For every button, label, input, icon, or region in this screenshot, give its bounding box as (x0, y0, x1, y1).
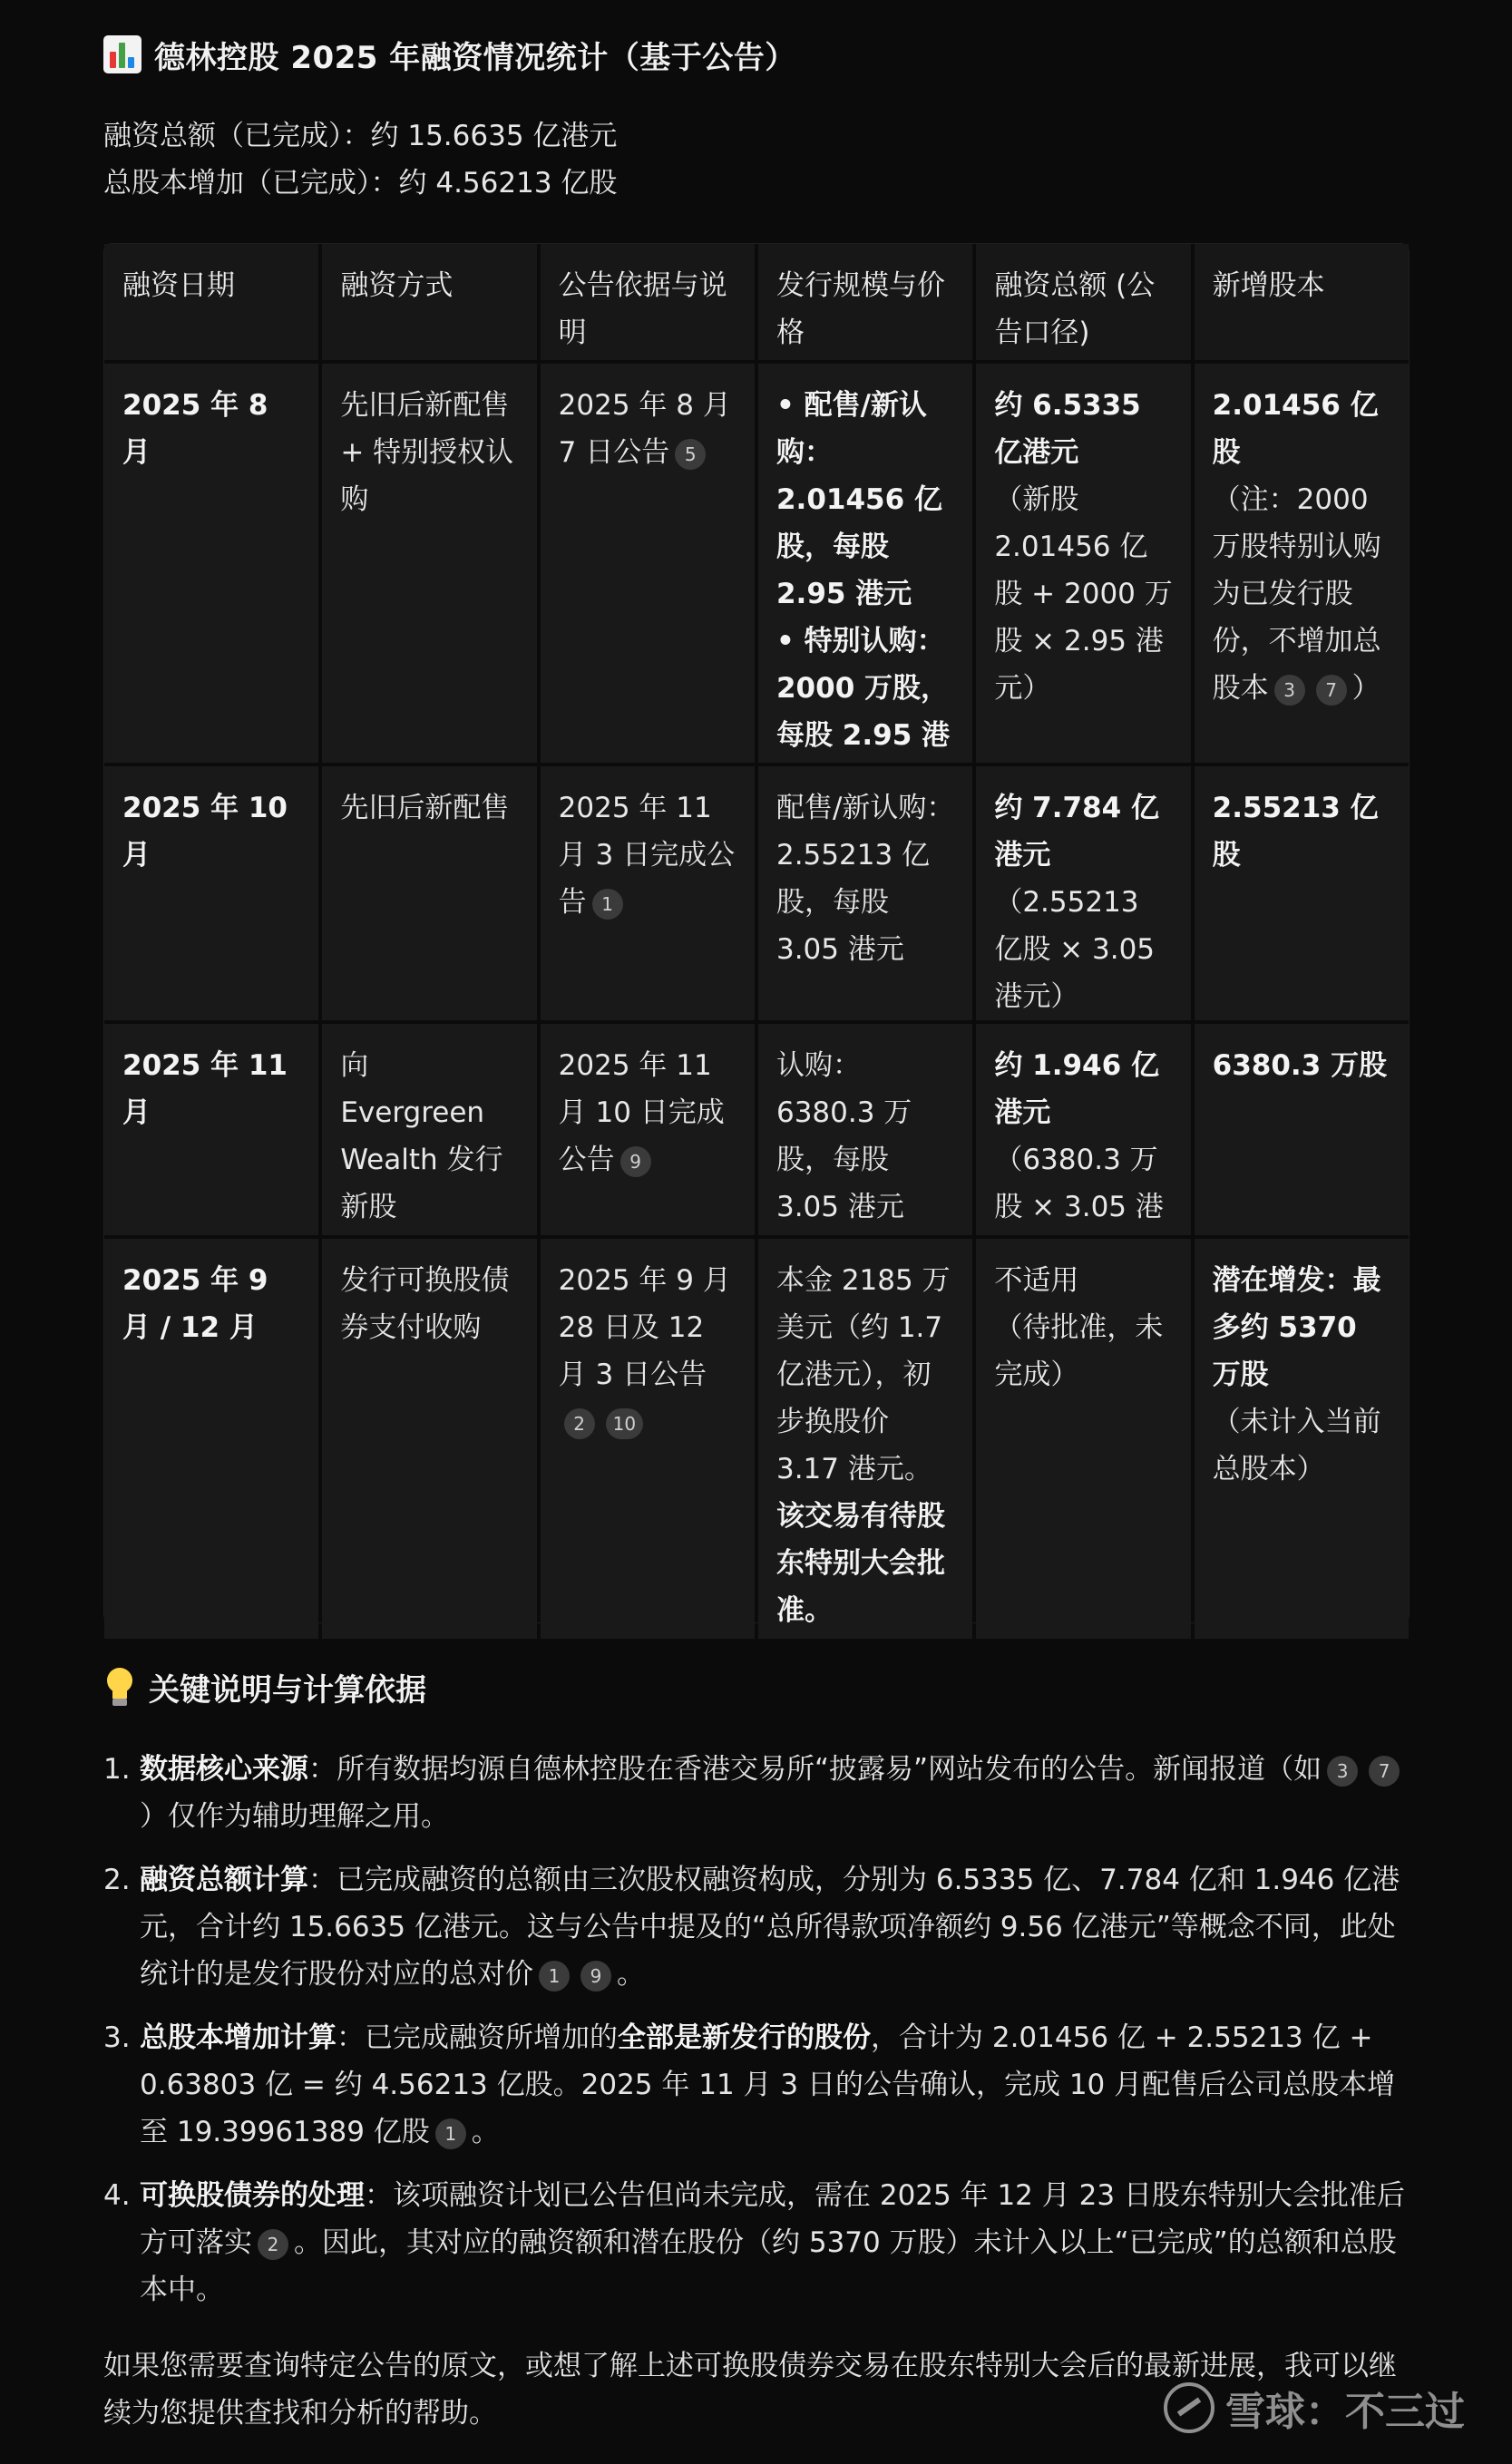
row2-basis (541, 766, 755, 1020)
row1-amount-detail: （新股 2.01456 亿股 + 2000 万股 × 2.95 港元） (994, 483, 1173, 705)
list-item (103, 2014, 1410, 2156)
row1-amount (976, 364, 1190, 763)
table-header-date: 融资日期 (104, 244, 318, 360)
row4-basis (541, 1239, 755, 1639)
list-item-body (140, 2172, 1410, 2313)
citation-badge[interactable]: 5 (675, 439, 706, 470)
citation-badge[interactable]: 10 (606, 1408, 643, 1439)
list-item-bold: 全部是新发行的股份 (618, 2021, 871, 2054)
list-item-body (140, 2014, 1410, 2156)
row3-basis (541, 1024, 755, 1235)
row4-basis-text: 2025 年 9 月 28 日及 12 月 3 日公告 (558, 1264, 731, 1391)
row2-basis-text: 2025 年 11 月 3 日完成公告 (558, 792, 736, 919)
row1-basis (541, 364, 755, 763)
list-item-text: ：所有数据均源自德林控股在香港交易所“披露易”网站发布的公告。新闻报道（如 (308, 1753, 1322, 1786)
row1-scale-line1: • 配售/新认购：2.01456 亿股，每股 2.95 港元 (776, 389, 942, 610)
watermark (1164, 2379, 1465, 2437)
row2-method: 先旧后新配售 (322, 766, 536, 1020)
row1-shares-note (1213, 476, 1392, 712)
row3-shares: 6380.3 万股 (1195, 1024, 1409, 1235)
row2-amount-main: 约 7.784 亿港元 (994, 792, 1159, 872)
citation-badge[interactable]: 1 (435, 2118, 466, 2149)
lightbulb-icon (103, 1666, 136, 1708)
bar-chart-icon (103, 35, 141, 73)
row1-amount-main: 约 6.5335 亿港元 (994, 389, 1141, 469)
row3-basis-text: 2025 年 11 月 10 日完成公告 (558, 1049, 725, 1176)
row4-date: 2025 年 9 月 / 12 月 (104, 1239, 318, 1639)
table-header-basis: 公告依据与说明 (541, 244, 755, 360)
row2-amount-detail: （2.55213 亿股 × 3.05 港元） (994, 886, 1156, 1013)
notes-heading: 关键说明与计算依据 (149, 1671, 426, 1709)
list-item-number: 2. (103, 1864, 131, 1896)
page-title: 德林控股 2025 年融资情况统计（基于公告） (154, 39, 796, 76)
row4-amount-detail: （待批准，未完成） (994, 1311, 1164, 1391)
list-item (103, 1746, 1410, 1840)
citation-badge[interactable]: 9 (620, 1146, 651, 1177)
row4-scale (758, 1239, 972, 1639)
list-item-bold: 融资总额计算 (140, 1864, 308, 1896)
list-item (103, 2172, 1410, 2313)
row4-scale-line1: 本金 2185 万美元（约 1.7 亿港元），初步换股价 3.17 港元。 (776, 1264, 951, 1485)
list-item-number: 4. (103, 2179, 131, 2212)
row4-amount (976, 1239, 1190, 1639)
list-item-number: 1. (103, 1753, 131, 1786)
title-row (103, 27, 1409, 82)
summary-total-amount: 融资总额（已完成）：约 15.6635 亿港元 (103, 120, 618, 152)
row1-shares-note-text: （注：2000 万股特别认购为已发行股份，不增加总股本 (1212, 483, 1381, 705)
summary-share-increase: 总股本增加（已完成）：约 4.56213 亿股 (103, 167, 618, 200)
row2-scale: 配售/新认购：2.55213 亿股，每股 3.05 港元 (758, 766, 972, 1020)
row1-shares-note-end: ） (1351, 672, 1380, 705)
citation-badge[interactable]: 1 (539, 1961, 570, 1992)
citation-badge[interactable]: 3 (1327, 1756, 1358, 1787)
list-item-body (140, 1856, 1410, 1998)
row1-basis-text: 2025 年 8 月 7 日公告 (558, 389, 731, 469)
list-item-bold: 数据核心来源 (140, 1753, 308, 1786)
list-item-text: ：该项融资计划已公告但尚未完成，需在 2025 年 12 月 23 日股东特别大会批准后方可落实 (140, 2179, 1405, 2259)
row1-scale (758, 364, 972, 763)
row3-amount-detail: （6380.3 万股 × 3.05 港 (994, 1144, 1164, 1223)
watermark-text: 雪球：不三过 (1225, 2389, 1465, 2435)
row4-scale-line2: 该交易有待股东特别大会批准。 (776, 1500, 945, 1627)
row1-scale-line2: • 特别认购：2000 万股，每股 2.95 港 (776, 625, 951, 752)
row1-shares (1195, 364, 1409, 763)
closing-paragraph: 如果您需要查询特定公告的原文，或想了解上述可换股债券交易在股东特别大会后的最新进展，我可以继续为您提供查找和分析的帮助。 (103, 2350, 1397, 2430)
list-item (103, 1856, 1410, 1998)
snowball-logo-icon (1164, 2382, 1214, 2433)
row1-method: 先旧后新配售 + 特别授权认购 (322, 364, 536, 763)
row3-scale: 认购：6380.3 万股，每股 3.05 港元 (758, 1024, 972, 1235)
table-header-method: 融资方式 (322, 244, 536, 360)
citation-badge[interactable]: 1 (592, 889, 623, 920)
row2-amount (976, 766, 1190, 1020)
citation-badge[interactable]: 7 (1316, 675, 1347, 706)
row3-amount-main: 约 1.946 亿港元 (994, 1049, 1159, 1129)
citation-badge[interactable]: 3 (1274, 675, 1305, 706)
table-header-shares: 新增股本 (1195, 244, 1409, 360)
row3-method: 向 Evergreen Wealth 发行新股 (322, 1024, 536, 1235)
row4-shares (1195, 1239, 1409, 1639)
table-header-amount: 融资总额 (公告口径) (976, 244, 1190, 360)
row3-amount (976, 1024, 1190, 1235)
row4-shares-main: 潜在增发：最多约 5370 万股 (1212, 1264, 1381, 1391)
list-item-bold: 可换股债券的处理 (140, 2179, 365, 2212)
row1-date: 2025 年 8 月 (104, 364, 318, 763)
citation-badge[interactable]: 9 (580, 1961, 611, 1992)
list-item-text: 。因此，其对应的融资额和潜在股份（约 5370 万股）未计入以上“已完成”的总额和总股本中。 (140, 2226, 1397, 2306)
row4-amount-main: 不适用 (994, 1264, 1079, 1297)
citation-badge[interactable]: 2 (564, 1408, 595, 1439)
list-item-text: ：已完成融资所增加的 (337, 2021, 618, 2054)
citation-badge[interactable]: 7 (1369, 1756, 1400, 1787)
list-item-text: ：已完成融资的总额由三次股权融资构成，分别为 6.5335 亿、7.784 亿和 1.946 亿港元，合计约 15.6635 亿港元。这与公告中提及的“总所得款项净额约 9.56 亿港元”等概念不同，此处统计的是发行股份对应的总对价 (140, 1864, 1400, 1991)
list-item-text: 。 (617, 1958, 645, 1991)
notes-heading-row (103, 1660, 426, 1714)
notes-list (103, 1746, 1410, 2330)
citation-badge[interactable]: 2 (258, 2229, 288, 2260)
row3-date: 2025 年 11 月 (104, 1024, 318, 1235)
row4-method: 发行可换股债券支付收购 (322, 1239, 536, 1639)
summary (103, 112, 617, 207)
row2-shares: 2.55213 亿股 (1195, 766, 1409, 1020)
list-item-bold: 总股本增加计算 (140, 2021, 337, 2054)
list-item-text: 。 (471, 2116, 500, 2148)
row4-shares-note: （未计入当前总股本） (1212, 1406, 1381, 1485)
list-item-body (140, 1746, 1410, 1840)
financing-table (103, 243, 1410, 1627)
table-header-scale: 发行规模与价格 (758, 244, 972, 360)
list-item-text: ，合计为 2.01456 亿 + 2.55213 亿 + 0.63803 亿 = 约 4.56213 亿股。2025 年 11 月 3 日的公告确认，完成 10 月配售后公司总股本增至 19.39961389 亿股 (140, 2021, 1396, 2148)
list-item-number: 3. (103, 2021, 131, 2054)
list-item-text: ）仅作为辅助理解之用。 (140, 1800, 449, 1833)
row2-date: 2025 年 10 月 (104, 766, 318, 1020)
row1-shares-main: 2.01456 亿股 (1212, 389, 1379, 469)
